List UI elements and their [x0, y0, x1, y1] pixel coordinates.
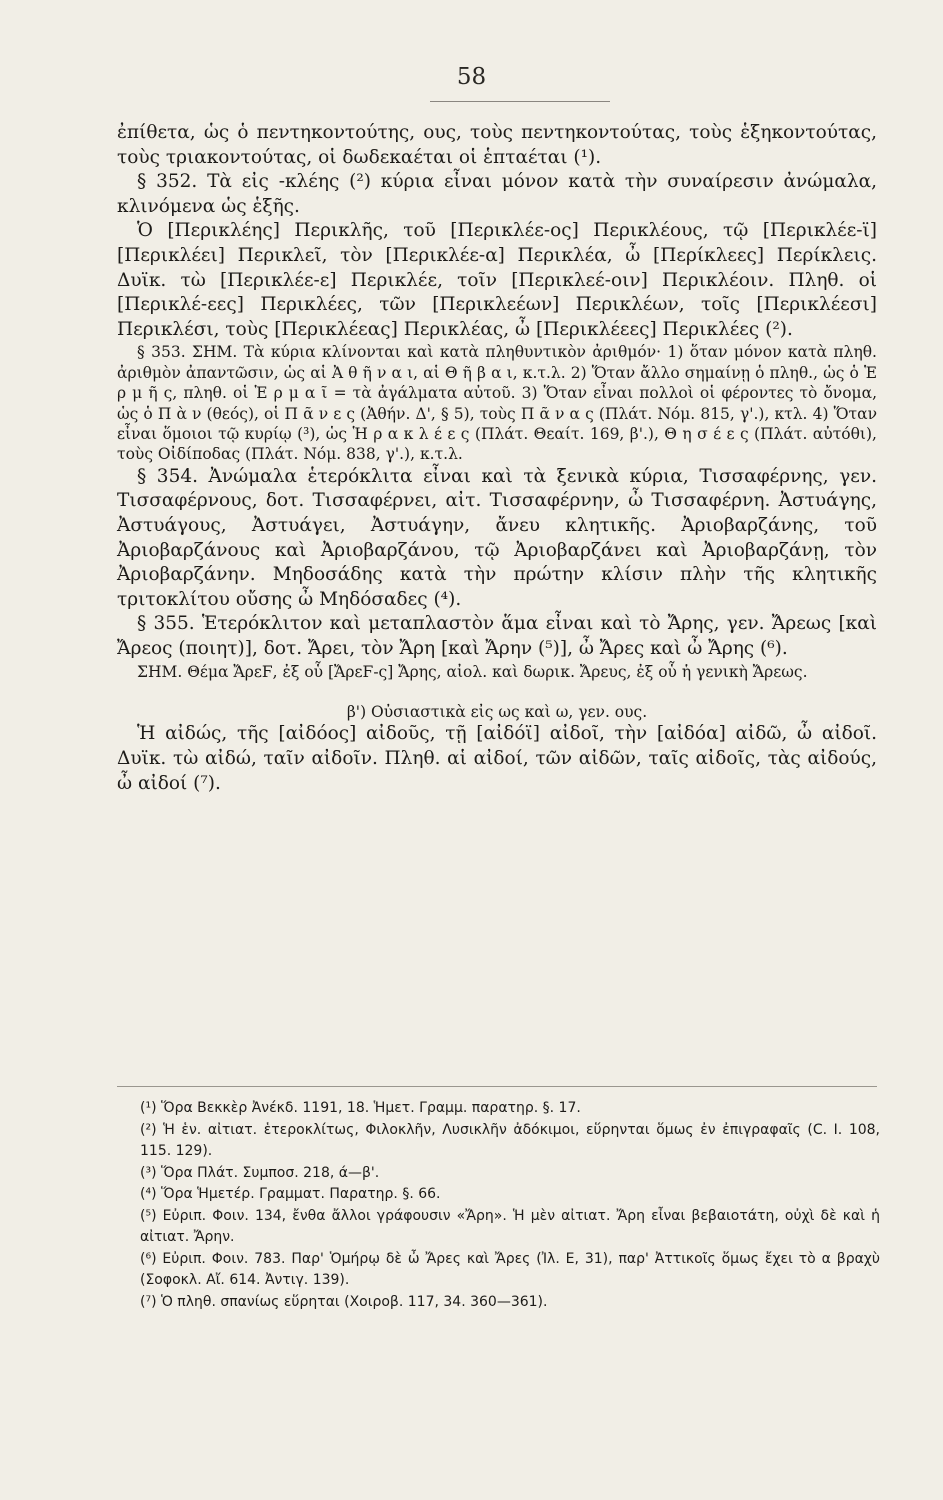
paragraph-353: § 353. ΣΗΜ. Τὰ κύρια κλίνονται καὶ κατὰ πληθυντικὸν ἀριθμόν· 1) ὅταν μόνον κατὰ πληθ. ἀριθμὸν ἀπαντῶσιν, ὡς αἱ Ἀ θ ῆ ν α ι, αἱ Θ ῆ β α ι, κ.τ.λ. 2) Ὅταν ἄλλο σημαίνῃ ὁ πληθ., ὡς ὁ Ἑ ρ μ ῆ ς, πληθ. οἱ Ἑ ρ μ α ῖ = τὰ ἀγάλματα αὐτοῦ. 3) Ὅταν εἶναι πολλοὶ οἱ φέροντες τὸ ὄνομα, ὡς ὁ Π ὰ ν (θεός), οἱ Π ᾶ ν ε ς (Ἀθήν. Δ', § 5), τοὺς Π ᾶ ν α ς (Πλάτ. Νόμ. 815, γ'.), κτλ. 4) Ὅταν εἶναι ὅμοιοι τῷ κυρίῳ (³), ὡς Ἡ ρ α κ λ έ ε ς (Πλάτ. Θεαίτ. 169, β'.), Θ η σ έ ε ς (Πλάτ. αὐτόθι), τοὺς Οἰδίποδας (Πλάτ. Νόμ. 838, γ'.), κ.τ.λ. — [117, 343, 877, 464]
section-subheading: β') Οὐσιαστικὰ εἰς ως καὶ ω, γεν. ους. — [346, 702, 648, 721]
footnote-rule — [117, 1086, 877, 1087]
paragraph-1: ἐπίθετα, ὡς ὁ πεντηκοντούτης, ους, τοὺς πεντηκοντούτας, τοὺς ἑξηκοντούτας, τοὺς τριακοντούτας, οἱ δωδεκαέται οἱ ἑπταέται (¹). — [117, 122, 877, 168]
footnote-7: (⁷) Ὁ πληθ. σπανίως εὕρηται (Χοιροβ. 117, 34. 360—361). — [140, 1293, 548, 1310]
header-rule — [430, 101, 610, 102]
footnote-4: (⁴) Ὅρα Ἡμετέρ. Γραμματ. Παρατηρ. §. 66. — [140, 1186, 441, 1202]
main-text — [117, 121, 877, 796]
footnote-5: (⁵) Εὐριπ. Φοιν. 134, ἔνθα ἄλλοι γράφουσιν «Ἄρη». Ἡ μὲν αἰτιατ. Ἄρη εἶναι βεβαιοτάτη, οὐχὶ δὲ καὶ ἡ αἰτιατ. Ἄρην. — [140, 1207, 880, 1245]
footnote-1: (¹) Ὅρα Βεκκὲρ Ἀνέκδ. 1191, 18. Ἡμετ. Γραμμ. παρατηρ. §. 17. — [140, 1100, 581, 1116]
footnote-3: (³) Ὅρα Πλάτ. Συμποσ. 218, ά—β'. — [140, 1164, 380, 1181]
footnotes — [140, 1098, 880, 1313]
paragraph-aidos: Ἡ αἰδώς, τῆς [αἰδόος] αἰδοῦς, τῇ [αἰδόϊ] αἰδοῖ, τὴν [αἰδόα] αἰδῶ, ὦ αἰδοῖ. Δυϊκ. τὼ αἰδώ, ταῖν αἰδοῖν. Πληθ. αἱ αἰδοί, τῶν αἰδῶν, ταῖς αἰδοῖς, τὰς αἰδούς, ὦ αἰδοί (⁷). — [117, 723, 877, 794]
paragraph-declension: Ὁ [Περικλέης] Περικλῆς, τοῦ [Περικλέε-ος] Περικλέους, τῷ [Περικλέε-ϊ] [Περικλέει] Περικλεῖ, τὸν [Περικλέε-α] Περικλέα, ὦ [Περίκλεες] Περίκλεις. Δυϊκ. τὼ [Περικλέε-ε] Περικλέε, τοῖν [Περικλεέ-οιν] Περικλέοιν. Πληθ. οἱ [Περικλέ-εες] Περικλέες, τῶν [Περικλεέων] Περικλέων, τοῖς [Περικλέεσι] Περικλέσι, τοὺς [Περικλέεας] Περικλέας, ὦ [Περικλέεες] Περικλέες (²). — [117, 220, 877, 340]
paragraph-note: ΣΗΜ. Θέμα ἌρεϜ, ἐξ οὗ [ἌρεϜ-ς] Ἄρης, αἰολ. καὶ δωρικ. Ἄρευς, ἐξ οὗ ἡ γενικὴ Ἄρεως. — [137, 662, 808, 681]
paragraph-355: § 355. Ἑτερόκλιτον καὶ μεταπλαστὸν ἅμα εἶναι καὶ τὸ Ἄρης, γεν. Ἄρεως [καὶ Ἄρεος (ποιητ)], δοτ. Ἄρει, τὸν Ἄρη [καὶ Ἄρην (⁵)], ὦ Ἄρες καὶ ὦ Ἄρης (⁶). — [117, 613, 877, 659]
footnote-6: (⁶) Εὐριπ. Φοιν. 783. Παρ' Ὁμήρῳ δὲ ὦ Ἄρες καὶ Ἄρες (Ἰλ. Ε, 31), παρ' Ἀττικοῖς ὅμως ἔχει τὸ α βραχὺ (Σοφοκλ. Αἴ. 614. Ἀντιγ. 139). — [140, 1250, 880, 1288]
paragraph-354: § 354. Ἀνώμαλα ἑτερόκλιτα εἶναι καὶ τὰ ξενικὰ κύρια, Τισσαφέρνης, γεν. Τισσαφέρνους, δοτ. Τισσαφέρνει, αἰτ. Τισσαφέρνην, ὦ Τισσαφέρνη. Ἀστυάγης, Ἀστυάγους, Ἀστυάγει, Ἀστυάγην, ἄνευ κλητικῆς. Ἀριοβαρζάνης, τοῦ Ἀριοβαρζάνους καὶ Ἀριοβαρζάνου, τῷ Ἀριοβαρζάνει καὶ Ἀριοβαρζάνῃ, τὸν Ἀριοβαρζάνην. Μηδοσάδης κατὰ τὴν πρώτην κλίσιν πλὴν τῆς κλητικῆς τριτοκλίτου οὔσης ὦ Μηδόσαδες (⁴). — [117, 465, 877, 610]
page-number: 58 — [456, 64, 487, 90]
footnote-2: (²) Ἡ ἑν. αἰτιατ. ἑτεροκλίτως, Φιλοκλῆν, Λυσικλῆν ἀδόκιμοι, εὕρηνται ὅμως ἐν ἐπιγραφαῖς (C. I. 108, 115. 129). — [140, 1121, 880, 1159]
paragraph-352: § 352. Τὰ εἰς -κλέης (²) κύρια εἶναι μόνον κατὰ τὴν συναίρεσιν ἀνώμαλα, κλινόμενα ὡς ἑξῆς. — [117, 171, 877, 217]
